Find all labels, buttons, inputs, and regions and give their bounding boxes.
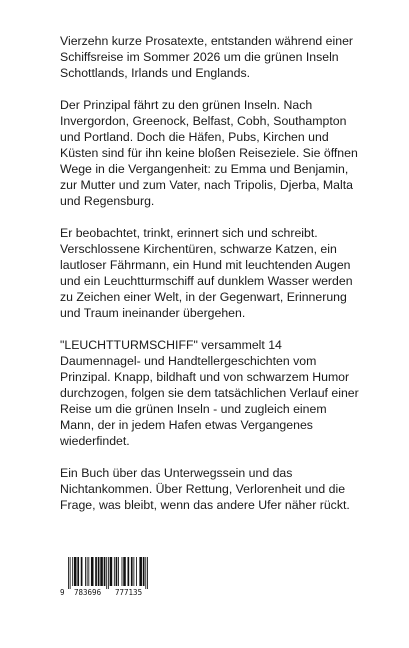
barcode-bar — [88, 557, 89, 586]
paragraph-closing: Ein Buch über das Unterwegssein und das Nichtankommen. Über Rettung, Verlorenheit und die Frage, was bleibt, wenn das andere Ufer näher rückt. — [60, 466, 350, 512]
barcode-bar — [110, 557, 113, 586]
barcode-bar — [139, 557, 142, 586]
barcode-bar — [100, 557, 103, 586]
barcode-bar — [72, 557, 73, 586]
barcode-bar — [136, 557, 137, 586]
barcode-bar — [133, 557, 134, 586]
barcode-bar — [118, 557, 119, 586]
barcode-bar — [131, 557, 133, 586]
isbn-barcode — [60, 557, 156, 599]
barcode-bar — [147, 557, 148, 589]
barcode-bar — [108, 557, 109, 589]
barcode-bar — [68, 557, 69, 589]
barcode-bar — [91, 557, 94, 586]
barcode-bar — [114, 557, 115, 586]
barcode-bar — [70, 557, 71, 589]
paragraph-book-summary: "LEUCHTTURMSCHIFF" versammelt 14 Daumennagel- und Handtellergeschichten vom Prinzipal. Knapp, bildhaft und von schwarzem Humor durchzogen, folgen sie dem tatsächlichen Verlauf einer Reise um die grünen Inseln - und zugleich einem Mann, der in jedem Hafen etwas Vergangenes wiederfindet. — [60, 338, 359, 448]
barcode-right-digits: 777135 — [115, 588, 143, 597]
paragraph-observations: Er beobachtet, trinkt, erinnert sich und schreibt. Verschlossene Kirchentüren, schwarze Katzen, ein lautloser Fährmann, ein Hund mit leuchtenden Augen und ein Leuchtturmschiff auf dunklem Wasser werden zu Zeichen einer Welt, in der Gegenwart, Erinnerung und Traum ineinander übergehen. — [60, 226, 353, 320]
barcode-bar — [95, 557, 97, 586]
barcode-bar — [106, 557, 107, 589]
barcode-bar — [77, 557, 79, 586]
paragraph-journey: Der Prinzipal fährt zu den grünen Inseln. Nach Invergordon, Greenock, Belfast, Cobh, Southampton und Portland. Doch die Häfen, Pubs, Kirchen und Küsten sind für ihn keine bloßen Reiseziele. Sie öffnen Wege in die Vergangenheit: zu Emma und Benjamin, zur Mutter und zum Vater, nach Tripolis, Djerba, Malta und Regensburg. — [60, 98, 358, 208]
barcode-bar — [116, 557, 118, 586]
barcode-bar — [104, 557, 106, 586]
barcode-lead-digit: 9 — [60, 588, 65, 597]
barcode-bar — [87, 557, 88, 586]
barcode-bar — [143, 557, 145, 586]
barcode-bar — [81, 557, 83, 586]
barcode-bar — [74, 557, 77, 586]
barcode-left-digits: 783696 — [74, 588, 102, 597]
paragraph-intro: Vierzehn kurze Prosatexte, entstanden während einer Schiffsreise im Sommer 2026 um die grünen Inseln Schottlands, Irlands und Englands. — [60, 34, 354, 80]
barcode-bar — [122, 557, 123, 586]
barcode-bars — [60, 557, 156, 589]
barcode-bar — [85, 557, 86, 586]
blurb-text — [60, 33, 360, 529]
barcode-bar — [98, 557, 100, 586]
barcode-bar — [145, 557, 146, 589]
barcode-bar — [128, 557, 130, 586]
barcode-bar — [123, 557, 126, 586]
